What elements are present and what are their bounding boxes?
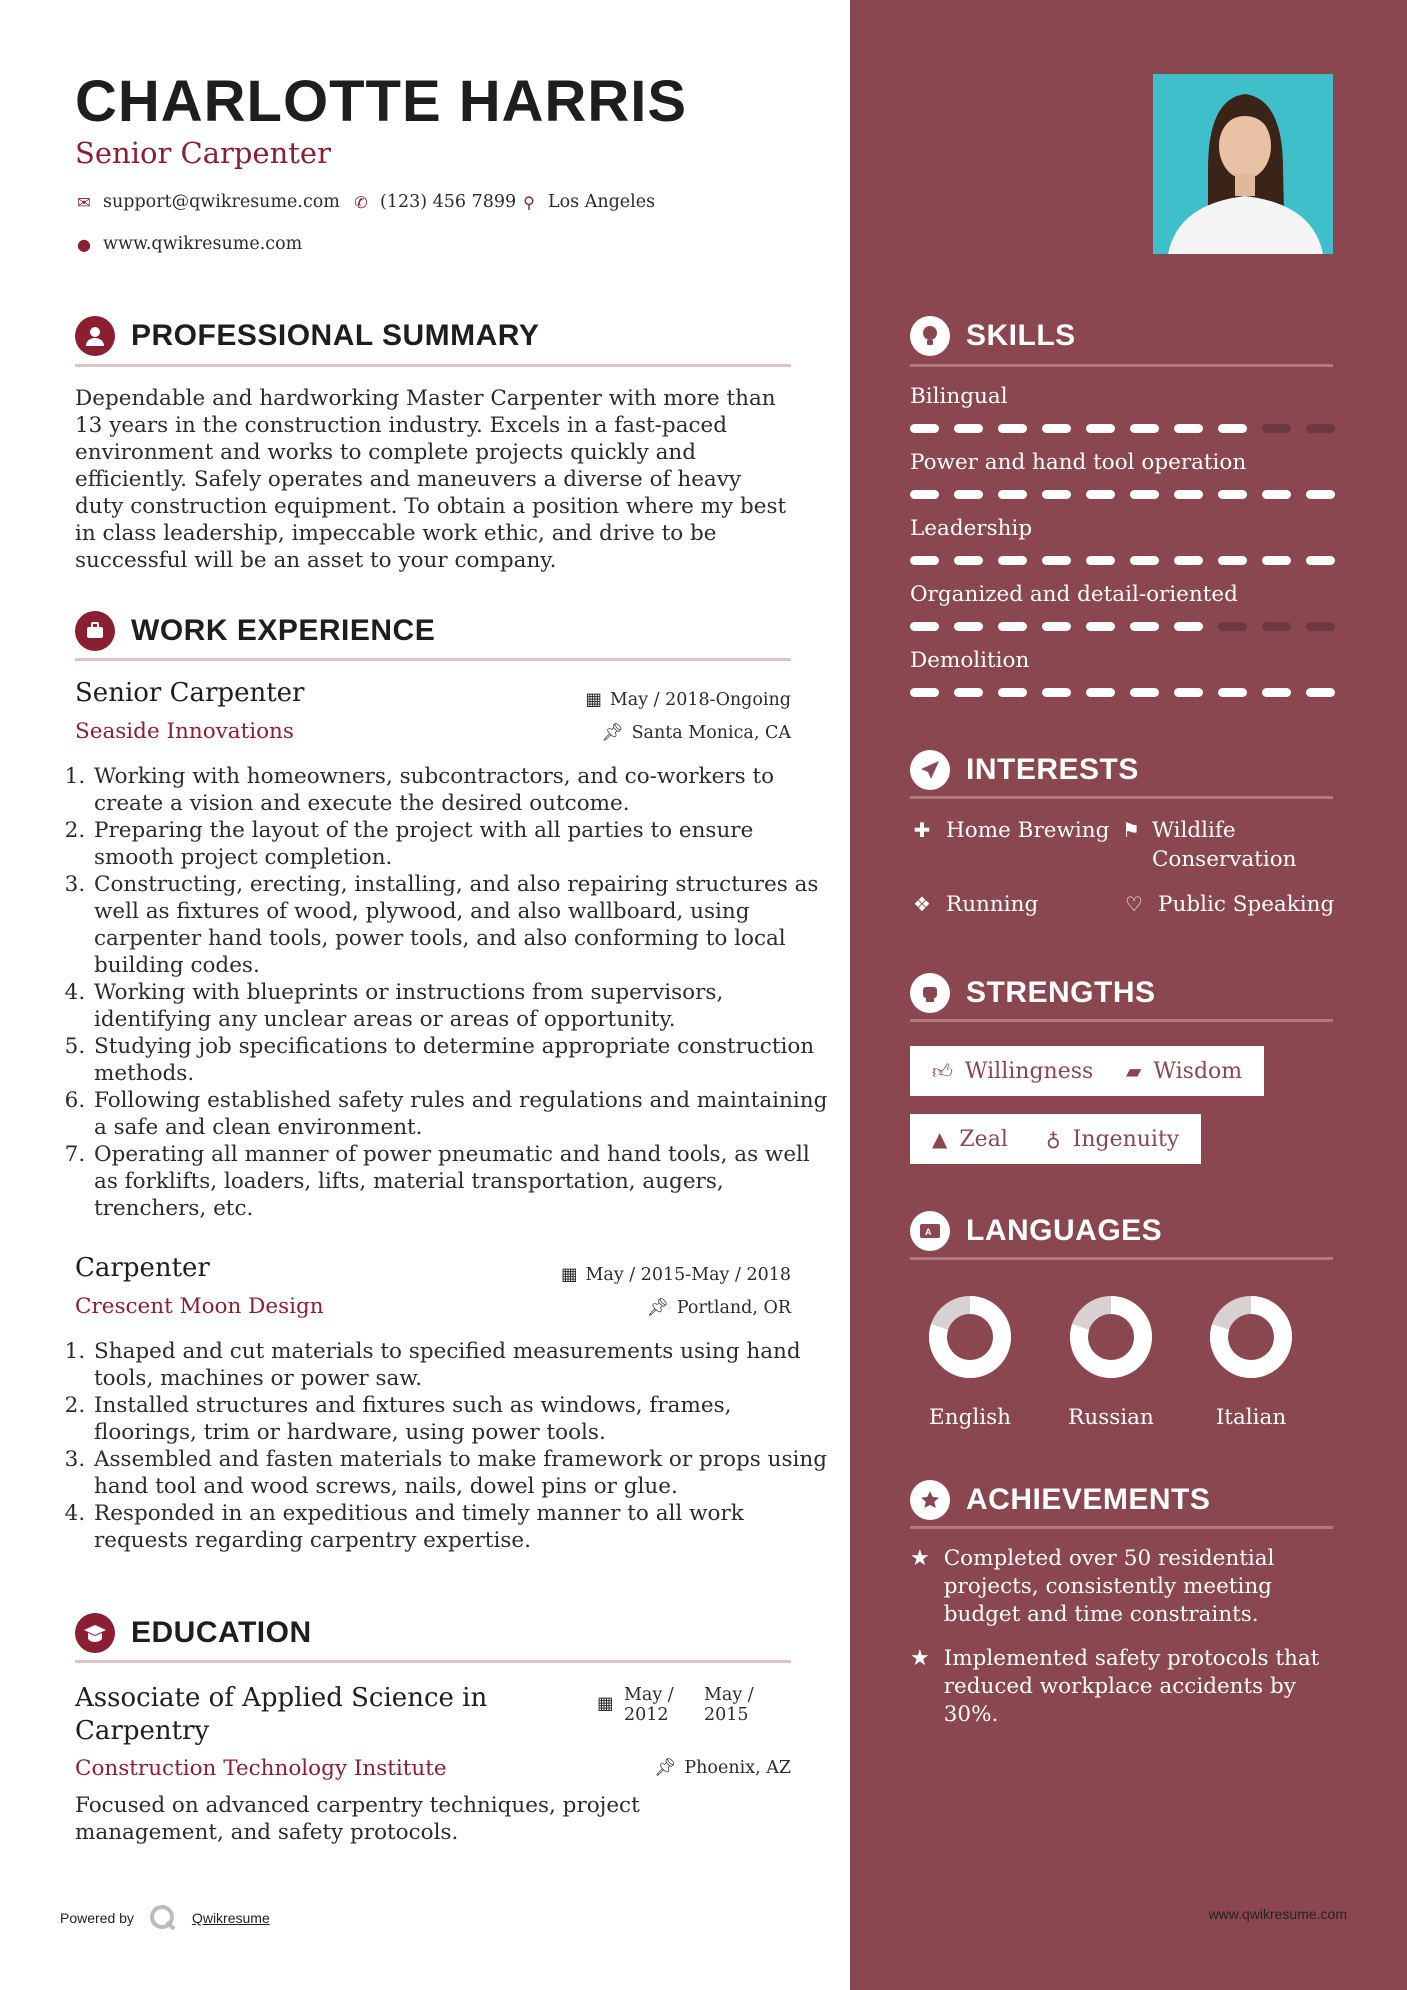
list-item: 4. Working with blueprints or instructions from supervisors, identifying any unclear areas or areas of opportunity. — [92, 979, 832, 1033]
strengths-title: STRENGTHS — [966, 976, 1156, 1009]
brand-link[interactable]: Qwikresume — [191, 1910, 270, 1926]
lightbulb-icon: ♁ — [1046, 1127, 1061, 1151]
experience-heading — [75, 611, 435, 651]
achievement-text: Completed over 50 residential projects, consistently meeting budget and time constraints. — [943, 1546, 1275, 1627]
experience-divider — [75, 658, 791, 661]
pin-icon: 📌︎ — [601, 723, 624, 743]
interest-label: Public Speaking — [1158, 892, 1335, 917]
flag-icon: ⚑ — [1122, 818, 1140, 842]
skill-level-segment — [1218, 490, 1247, 499]
skill-label: Organized and detail-oriented — [910, 582, 1238, 607]
job-duties — [58, 1338, 832, 1554]
contact-phone[interactable] — [352, 192, 516, 212]
language-label: Italian — [1215, 1405, 1287, 1430]
skill-level-segment — [954, 556, 983, 565]
strength-tag — [1104, 1046, 1264, 1096]
calendar-icon: ▦ — [560, 1265, 578, 1285]
email-text: support@qwikresume.com — [103, 192, 340, 212]
skill-level-segment — [1042, 424, 1071, 433]
envelope-icon: ✉ — [77, 192, 91, 212]
job-location — [647, 1298, 791, 1318]
skill-level-segment — [1174, 490, 1203, 499]
job-location — [601, 723, 791, 743]
portrait-image — [1153, 74, 1333, 254]
language-level-ring — [1207, 1293, 1295, 1381]
interest-item — [910, 816, 1109, 845]
skill-level-segment — [998, 622, 1027, 631]
skill-level-segment — [1218, 688, 1247, 697]
interest-item — [1122, 890, 1334, 919]
phone-text: (123) 456 7899 — [380, 192, 517, 212]
strength-label: Willingness — [964, 1058, 1094, 1084]
skill-label: Demolition — [910, 648, 1030, 673]
skill-level-segment — [954, 424, 983, 433]
book-icon: ▰ — [1126, 1059, 1142, 1083]
strength-label: Wisdom — [1153, 1058, 1243, 1084]
contact-email[interactable] — [75, 192, 340, 212]
skill-level-segment — [1262, 622, 1291, 631]
achievement-text: Implemented safety protocols that reduced workplace accidents by 30%. — [943, 1646, 1320, 1727]
list-item: 1. Shaped and cut materials to specified measurements using hand tools, machines or power saw. — [92, 1338, 832, 1392]
achievement-item — [910, 1545, 1340, 1629]
contact-location — [520, 192, 655, 212]
candidate-name: CHARLOTTE HARRIS — [75, 69, 688, 134]
list-item: 6. Following established safety rules and regulations and maintaining a safe and clean environment. — [92, 1087, 832, 1141]
skill-level-segment — [1174, 688, 1203, 697]
skill-level-segment — [1218, 424, 1247, 433]
skill-level-segment — [1086, 490, 1115, 499]
interests-title: INTERESTS — [966, 753, 1139, 786]
language-label: English — [929, 1405, 1011, 1430]
achievement-item — [910, 1645, 1340, 1729]
language-icon — [910, 1211, 950, 1251]
heartbeat-icon: ♡ — [1125, 892, 1143, 916]
skill-level-segment — [1306, 490, 1335, 499]
skill-label: Leadership — [910, 516, 1033, 541]
skill-level-segment — [1130, 688, 1159, 697]
skill-level-segment — [1262, 556, 1291, 565]
user-icon — [75, 316, 115, 356]
skill-level-segment — [1306, 556, 1335, 565]
skill-level-segment — [998, 424, 1027, 433]
experience-title: WORK EXPERIENCE — [131, 614, 436, 647]
graduation-cap-icon — [75, 1613, 115, 1653]
skill-level-segment — [954, 688, 983, 697]
job-duties — [58, 763, 832, 1222]
job-company: Crescent Moon Design — [75, 1294, 324, 1319]
skill-level-segment — [1042, 622, 1071, 631]
skill-level-bar — [910, 622, 1335, 631]
skill-level-segment — [910, 622, 939, 631]
powered-by — [60, 1903, 270, 1933]
job-title: Carpenter — [75, 1253, 210, 1283]
skill-level-segment — [1174, 556, 1203, 565]
strength-tag — [1024, 1114, 1201, 1164]
language-label: Russian — [1068, 1405, 1154, 1430]
job-dates — [561, 1265, 791, 1285]
summary-divider — [75, 364, 791, 367]
briefcase-icon — [75, 611, 115, 651]
interest-item — [910, 890, 1038, 919]
education-description: Focused on advanced carpentry techniques, project management, and safety protocols. — [75, 1793, 640, 1845]
star-icon: ★ — [910, 1646, 930, 1671]
star-icon — [910, 1480, 950, 1520]
strength-label: Zeal — [959, 1126, 1008, 1152]
skill-level-segment — [1306, 424, 1335, 433]
achievements-heading — [910, 1480, 1210, 1520]
calendar-icon: ▦ — [597, 1694, 614, 1714]
skill-level-segment — [1086, 556, 1115, 565]
phone-icon: ✆ — [354, 192, 368, 212]
education-divider — [75, 1660, 791, 1663]
skill-level-bar — [910, 424, 1335, 433]
school-name: Construction Technology Institute — [75, 1756, 447, 1781]
education-start: May / 2012 — [624, 1685, 674, 1725]
interest-item — [1122, 816, 1312, 874]
strength-tag — [910, 1046, 1115, 1096]
skill-level-segment — [1042, 490, 1071, 499]
skill-level-segment — [1262, 490, 1291, 499]
skill-level-segment — [1130, 490, 1159, 499]
skill-level-segment — [998, 688, 1027, 697]
education-heading — [75, 1613, 312, 1653]
list-item: 5. Studying job specifications to determine appropriate construction methods. — [92, 1033, 832, 1087]
skill-level-segment — [1174, 622, 1203, 631]
skill-level-segment — [1218, 556, 1247, 565]
star-icon: ★ — [910, 1546, 930, 1571]
qwikresume-logo-icon — [148, 1903, 178, 1933]
sidebar — [850, 0, 1407, 1990]
strengths-heading — [910, 973, 1156, 1013]
job-title: Senior Carpenter — [75, 678, 305, 708]
skill-level-segment — [954, 622, 983, 631]
achievements-title: ACHIEVEMENTS — [966, 1483, 1211, 1516]
skill-level-segment — [1130, 622, 1159, 631]
list-item: 4. Responded in an expeditious and timely manner to all work requests regarding carpentry expertise. — [92, 1500, 832, 1554]
map-marker-icon: ⚲ — [523, 192, 535, 212]
school-location-text: Phoenix, AZ — [684, 1758, 791, 1778]
skill-level-segment — [1306, 622, 1335, 631]
list-item: 2. Preparing the layout of the project with all parties to ensure smooth project completion. — [92, 817, 832, 871]
thumbs-up-icon: 👍︎ — [932, 1058, 953, 1083]
skill-level-segment — [910, 490, 939, 499]
powered-by-label: Powered by — [60, 1910, 134, 1926]
skill-level-segment — [1086, 424, 1115, 433]
skill-level-segment — [1262, 688, 1291, 697]
fire-icon: ▲ — [932, 1127, 948, 1151]
languages-heading — [910, 1211, 1162, 1251]
summary-heading — [75, 316, 539, 356]
profile-photo — [1153, 74, 1333, 254]
skill-level-segment — [1174, 424, 1203, 433]
achievements-divider — [910, 1526, 1333, 1529]
education-title: EDUCATION — [131, 1616, 312, 1649]
list-item: 7. Operating all manner of power pneumatic and hand tools, as well as forklifts, loaders, lifts, material transportation, augers, trenchers, etc. — [92, 1141, 832, 1222]
job-dates-text: May / 2018-Ongoing — [609, 690, 791, 710]
list-item: 3. Constructing, erecting, installing, and also repairing structures as well as fixtures of wood, plywood, and also wallboard, using carpenter hand tools, power tools, and also conforming to local building codes. — [92, 871, 832, 979]
skills-divider — [910, 364, 1333, 367]
contact-website[interactable] — [75, 234, 302, 254]
job-dates — [585, 690, 791, 710]
language-item — [1056, 1293, 1166, 1430]
interests-divider — [910, 796, 1333, 799]
skill-level-segment — [954, 490, 983, 499]
skill-level-segment — [1042, 556, 1071, 565]
location-text: Los Angeles — [548, 192, 656, 212]
language-item — [1196, 1293, 1306, 1430]
skill-level-bar — [910, 556, 1335, 565]
globe-icon: ● — [77, 234, 91, 254]
paw-icon: ❖ — [913, 892, 931, 916]
puzzle-icon: ✚ — [913, 818, 931, 842]
skill-level-segment — [1130, 424, 1159, 433]
strengths-divider — [910, 1019, 1333, 1022]
list-item: 3. Assembled and fasten materials to make framework or props using hand tool and wood screws, nails, dowel pins or glue. — [92, 1446, 832, 1500]
svg-text:A: A — [925, 1227, 932, 1237]
interests-heading — [910, 750, 1139, 790]
interest-label: Running — [946, 892, 1039, 917]
language-item — [915, 1293, 1025, 1430]
paper-plane-icon — [910, 750, 950, 790]
interest-label: Wildlife Conservation — [1151, 818, 1297, 872]
skill-level-segment — [998, 556, 1027, 565]
skill-level-segment — [1086, 622, 1115, 631]
degree-title: Associate of Applied Science in Carpentry — [75, 1683, 488, 1746]
languages-title: LANGUAGES — [966, 1214, 1163, 1247]
skills-heading — [910, 316, 1076, 356]
strength-tag — [910, 1114, 1030, 1164]
skill-level-segment — [1130, 556, 1159, 565]
skill-level-segment — [1218, 622, 1247, 631]
skill-level-segment — [910, 688, 939, 697]
candidate-role: Senior Carpenter — [75, 136, 331, 170]
job-location-text: Portland, OR — [676, 1298, 791, 1318]
job-dates-text: May / 2015-May / 2018 — [585, 1265, 791, 1285]
fist-icon — [910, 973, 950, 1013]
summary-title: PROFESSIONAL SUMMARY — [131, 319, 540, 352]
skill-level-segment — [998, 490, 1027, 499]
skill-level-segment — [910, 556, 939, 565]
education-end: May / 2015 — [704, 1685, 754, 1725]
website-text: www.qwikresume.com — [103, 234, 303, 254]
pin-icon: 📌︎ — [646, 1298, 669, 1318]
footer-site: www.qwikresume.com — [1208, 1906, 1347, 1922]
languages-divider — [910, 1257, 1333, 1260]
skill-label: Bilingual — [910, 384, 1008, 409]
job-location-text: Santa Monica, CA — [631, 723, 791, 743]
language-level-ring — [1067, 1293, 1155, 1381]
language-level-ring — [926, 1293, 1014, 1381]
pin-icon: 📌︎ — [654, 1758, 677, 1778]
skill-label: Power and hand tool operation — [910, 450, 1247, 475]
school-location — [654, 1758, 791, 1778]
skill-level-bar — [910, 490, 1335, 499]
job-company: Seaside Innovations — [75, 719, 294, 744]
list-item: 2. Installed structures and fixtures such as windows, frames, floorings, trim or hardware, using power tools. — [92, 1392, 832, 1446]
skill-level-segment — [910, 424, 939, 433]
skill-level-segment — [1042, 688, 1071, 697]
lightbulb-icon — [910, 316, 950, 356]
calendar-icon: ▦ — [585, 690, 602, 710]
skill-level-segment — [1306, 688, 1335, 697]
skill-level-bar — [910, 688, 1335, 697]
skill-level-segment — [1262, 424, 1291, 433]
interest-label: Home Brewing — [946, 818, 1110, 843]
skills-title: SKILLS — [966, 319, 1076, 352]
summary-text: Dependable and hardworking Master Carpenter with more than 13 years in the construction industry. Excels in a fast-paced environment and works to complete projects quickly and efficiently. Safely operates and maneuvers a diverse of heavy duty construction equipment. To obtain a position where my best in class leadership, impeccable work ethic, and drive to be successful will be an asset to your company. — [75, 386, 787, 573]
strength-label: Ingenuity — [1072, 1126, 1180, 1152]
skill-level-segment — [1086, 688, 1115, 697]
list-item: 1. Working with homeowners, subcontractors, and co-workers to create a vision and execute the desired outcome. — [92, 763, 832, 817]
